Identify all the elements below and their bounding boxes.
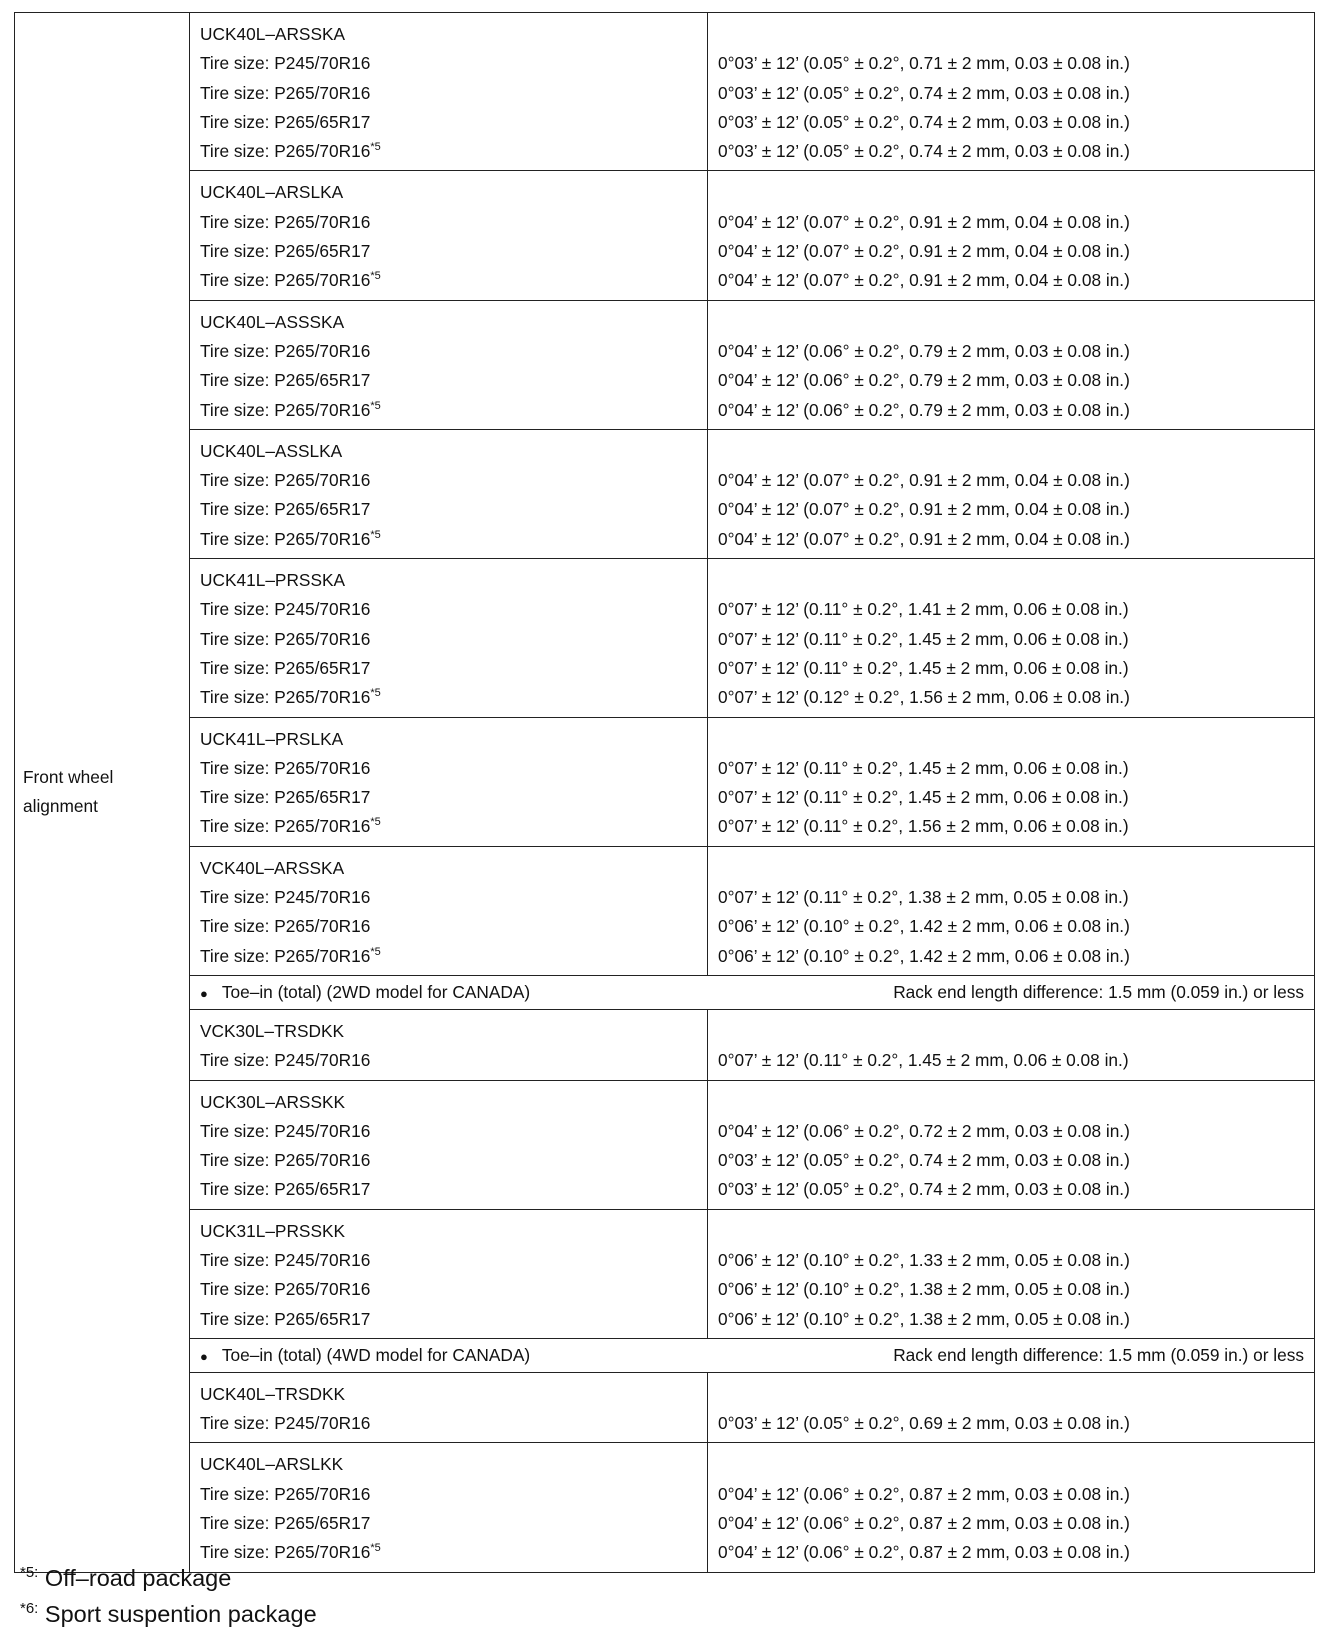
tire-size-line (200, 495, 707, 524)
model-code: UCK40L–ARSLKA (200, 182, 344, 203)
tire-size-prefix: Tire size: (200, 1249, 275, 1270)
value-spacer (718, 1217, 1314, 1246)
tire-size-line (200, 1117, 707, 1146)
value-spacer (718, 1380, 1314, 1409)
footnote-ref: *5 (370, 687, 381, 700)
tire-size-prefix: Tire size: (200, 111, 275, 132)
alignment-value: 0°04’ ± 12’ (0.06° ± 0.2°, 0.87 ± 2 mm, 0.03 ± 0.08 in.) (718, 1513, 1130, 1534)
model-cell (190, 1080, 708, 1209)
row-label-line: Front wheel (23, 767, 114, 788)
alignment-value: 0°04’ ± 12’ (0.06° ± 0.2°, 0.79 ± 2 mm, 0.03 ± 0.08 in.) (718, 340, 1130, 361)
model-row (15, 300, 1315, 429)
tire-size-prefix: Tire size: (200, 757, 275, 778)
tire-size-line (200, 266, 707, 295)
tire-size-value: P265/70R16 (274, 82, 371, 103)
tire-size-value: P265/65R17 (274, 1179, 371, 1200)
bullet-icon: ● (200, 1348, 208, 1364)
tire-size-prefix: Tire size: (200, 370, 275, 391)
footnote-6: $^{*6:}$ Sport suspention package (20, 1600, 317, 1627)
tire-size-line (200, 1246, 707, 1275)
model-row (15, 1209, 1315, 1338)
value-cell (708, 559, 1315, 717)
tire-size-prefix: Tire size: (200, 816, 275, 837)
tire-size-value: P245/70R16 (274, 599, 371, 620)
toe-in-row (15, 1338, 1315, 1372)
tire-size-line (200, 1480, 707, 1509)
tire-size-line (200, 654, 707, 683)
tire-size-value: P265/70R16 (274, 141, 371, 162)
tire-size-value: P265/70R16 (274, 211, 371, 232)
tire-size-line (200, 366, 707, 395)
alignment-value: 0°03’ ± 12’ (0.05° ± 0.2°, 0.74 ± 2 mm, 0.03 ± 0.08 in.) (718, 1179, 1130, 1200)
tire-size-value: P265/70R16 (274, 1483, 371, 1504)
tire-size-value: P245/70R16 (274, 1249, 371, 1270)
tire-size-prefix: Tire size: (200, 945, 275, 966)
toe-in-spec: Rack end length difference: 1.5 mm (0.059 in.) or less (893, 981, 1304, 1002)
tire-size-line (200, 942, 707, 971)
footnote-ref: *5 (370, 270, 381, 283)
tire-size-value: P265/70R16 (274, 470, 371, 491)
alignment-value: 0°03’ ± 12’ (0.05° ± 0.2°, 0.71 ± 2 mm, 0.03 ± 0.08 in.) (718, 53, 1130, 74)
row-label-line: alignment (23, 796, 98, 817)
alignment-value: 0°04’ ± 12’ (0.07° ± 0.2°, 0.91 ± 2 mm, 0.04 ± 0.08 in.) (718, 241, 1130, 262)
model-row (15, 717, 1315, 846)
value-cell (708, 1009, 1315, 1080)
tire-size-prefix: Tire size: (200, 528, 275, 549)
alignment-spec-table (14, 12, 1315, 1573)
model-cell (190, 13, 708, 171)
tire-size-value: P265/65R17 (274, 657, 371, 678)
tire-size-prefix: Tire size: (200, 1483, 275, 1504)
tire-size-line (200, 1146, 707, 1175)
value-spacer (718, 1017, 1314, 1046)
tire-size-prefix: Tire size: (200, 211, 275, 232)
value-spacer (718, 308, 1314, 337)
footnote-ref: *5 (370, 1542, 381, 1555)
tire-size-prefix: Tire size: (200, 1050, 275, 1071)
tire-size-line (200, 49, 707, 78)
alignment-value: 0°03’ ± 12’ (0.05° ± 0.2°, 0.69 ± 2 mm, 0.03 ± 0.08 in.) (718, 1413, 1130, 1434)
model-cell (190, 717, 708, 846)
tire-size-prefix: Tire size: (200, 657, 275, 678)
value-cell (708, 846, 1315, 975)
tire-size-line (200, 1275, 707, 1304)
tire-size-line (200, 396, 707, 425)
model-code: UCK41L–PRSLKA (200, 728, 344, 749)
alignment-value: 0°07’ ± 12’ (0.11° ± 0.2°, 1.45 ± 2 mm, 0.06 ± 0.08 in.) (718, 1050, 1129, 1071)
model-row (15, 171, 1315, 300)
tire-size-prefix: Tire size: (200, 82, 275, 103)
model-row (15, 559, 1315, 717)
alignment-value: 0°04’ ± 12’ (0.06° ± 0.2°, 0.79 ± 2 mm, 0.03 ± 0.08 in.) (718, 399, 1130, 420)
tire-size-line (200, 883, 707, 912)
value-cell (708, 300, 1315, 429)
tire-size-prefix: Tire size: (200, 916, 275, 937)
alignment-value: 0°03’ ± 12’ (0.05° ± 0.2°, 0.74 ± 2 mm, 0.03 ± 0.08 in.) (718, 111, 1130, 132)
tire-size-value: P245/70R16 (274, 1050, 371, 1071)
tire-size-line (200, 783, 707, 812)
model-code: UCK40L–TRSDKK (200, 1383, 346, 1404)
toe-in-cell (190, 1338, 1315, 1372)
footnote-ref: *5 (370, 816, 381, 829)
alignment-value: 0°07’ ± 12’ (0.11° ± 0.2°, 1.45 ± 2 mm, 0.06 ± 0.08 in.) (718, 787, 1129, 808)
value-spacer (718, 725, 1314, 754)
tire-size-value: P245/70R16 (274, 887, 371, 908)
tire-size-line (200, 754, 707, 783)
value-cell (708, 717, 1315, 846)
alignment-value: 0°06’ ± 12’ (0.10° ± 0.2°, 1.38 ± 2 mm, 0.05 ± 0.08 in.) (718, 1279, 1130, 1300)
alignment-value: 0°04’ ± 12’ (0.07° ± 0.2°, 0.91 ± 2 mm, 0.04 ± 0.08 in.) (718, 528, 1130, 549)
footnote-ref: *5 (370, 399, 381, 412)
tire-size-prefix: Tire size: (200, 1542, 275, 1563)
value-spacer (718, 20, 1314, 49)
tire-size-value: P245/70R16 (274, 1413, 371, 1434)
tire-size-line (200, 337, 707, 366)
tire-size-prefix: Tire size: (200, 687, 275, 708)
model-row (15, 1372, 1315, 1443)
tire-size-value: P265/65R17 (274, 499, 371, 520)
alignment-value: 0°03’ ± 12’ (0.05° ± 0.2°, 0.74 ± 2 mm, 0.03 ± 0.08 in.) (718, 82, 1130, 103)
tire-size-prefix: Tire size: (200, 887, 275, 908)
value-cell (708, 1080, 1315, 1209)
tire-size-prefix: Tire size: (200, 1413, 275, 1434)
tire-size-value: P265/70R16 (274, 528, 371, 549)
tire-size-value: P265/65R17 (274, 787, 371, 808)
model-row (15, 1443, 1315, 1572)
footnote-ref: *5 (370, 141, 381, 154)
model-row (15, 846, 1315, 975)
value-spacer (718, 566, 1314, 595)
value-spacer (718, 437, 1314, 466)
toe-in-label: Toe–in (total) (2WD model for CANADA) (221, 981, 531, 1002)
model-cell (190, 1372, 708, 1443)
tire-size-value: P265/70R16 (274, 628, 371, 649)
tire-size-value: P265/65R17 (274, 1308, 371, 1329)
value-cell (708, 429, 1315, 558)
model-cell (190, 171, 708, 300)
tire-size-prefix: Tire size: (200, 141, 275, 162)
tire-size-value: P265/70R16 (274, 687, 371, 708)
model-code: UCK41L–PRSSKA (200, 570, 346, 591)
tire-size-prefix: Tire size: (200, 1279, 275, 1300)
bullet-icon: ● (200, 985, 208, 1001)
alignment-value: 0°04’ ± 12’ (0.06° ± 0.2°, 0.87 ± 2 mm, 0.03 ± 0.08 in.) (718, 1483, 1130, 1504)
tire-size-prefix: Tire size: (200, 1120, 275, 1141)
model-row (15, 1009, 1315, 1080)
tire-size-prefix: Tire size: (200, 53, 275, 74)
alignment-value: 0°07’ ± 12’ (0.11° ± 0.2°, 1.45 ± 2 mm, 0.06 ± 0.08 in.) (718, 657, 1129, 678)
value-spacer (718, 178, 1314, 207)
value-cell (708, 1443, 1315, 1572)
model-row (15, 1080, 1315, 1209)
tire-size-line (200, 237, 707, 266)
toe-in-cell (190, 975, 1315, 1009)
tire-size-value: P245/70R16 (274, 53, 371, 74)
value-cell (708, 13, 1315, 171)
tire-size-line (200, 1409, 707, 1438)
tire-size-value: P265/70R16 (274, 1150, 371, 1171)
model-cell (190, 1443, 708, 1572)
alignment-value: 0°04’ ± 12’ (0.07° ± 0.2°, 0.91 ± 2 mm, 0.04 ± 0.08 in.) (718, 470, 1130, 491)
alignment-value: 0°07’ ± 12’ (0.11° ± 0.2°, 1.45 ± 2 mm, 0.06 ± 0.08 in.) (718, 628, 1129, 649)
tire-size-value: P265/70R16 (274, 1542, 371, 1563)
tire-size-value: P265/65R17 (274, 1513, 371, 1534)
tire-size-line (200, 137, 707, 166)
tire-size-value: P265/70R16 (274, 270, 371, 291)
footnote-ref: *5 (370, 528, 381, 541)
tire-size-line (200, 466, 707, 495)
tire-size-value: P265/70R16 (274, 340, 371, 361)
toe-in-spec: Rack end length difference: 1.5 mm (0.059 in.) or less (893, 1344, 1304, 1365)
tire-size-line (200, 912, 707, 941)
footnotes (20, 1560, 317, 1632)
alignment-value: 0°06’ ± 12’ (0.10° ± 0.2°, 1.42 ± 2 mm, 0.06 ± 0.08 in.) (718, 945, 1130, 966)
tire-size-value: P265/70R16 (274, 916, 371, 937)
model-code: UCK40L–ASSSKA (200, 311, 345, 332)
tire-size-prefix: Tire size: (200, 340, 275, 361)
tire-size-line (200, 108, 707, 137)
tire-size-prefix: Tire size: (200, 241, 275, 262)
model-code: UCK40L–ARSSKA (200, 24, 346, 44)
value-spacer (718, 1088, 1314, 1117)
tire-size-line (200, 1175, 707, 1204)
tire-size-prefix: Tire size: (200, 599, 275, 620)
value-spacer (718, 854, 1314, 883)
tire-size-line (200, 1509, 707, 1538)
tire-size-prefix: Tire size: (200, 470, 275, 491)
model-cell (190, 1009, 708, 1080)
model-code: UCK40L–ASSLKA (200, 440, 343, 461)
alignment-value: 0°07’ ± 12’ (0.11° ± 0.2°, 1.38 ± 2 mm, 0.05 ± 0.08 in.) (718, 887, 1129, 908)
tire-size-line (200, 812, 707, 841)
toe-in-row (15, 975, 1315, 1009)
tire-size-prefix: Tire size: (200, 1150, 275, 1171)
model-row (15, 13, 1315, 171)
tire-size-value: P265/70R16 (274, 757, 371, 778)
model-code: VCK40L–ARSSKA (200, 857, 345, 878)
model-code: UCK30L–ARSSKK (200, 1091, 346, 1112)
model-cell (190, 559, 708, 717)
model-cell (190, 429, 708, 558)
tire-size-line (200, 595, 707, 624)
tire-size-line (200, 208, 707, 237)
alignment-value: 0°04’ ± 12’ (0.06° ± 0.2°, 0.87 ± 2 mm, 0.03 ± 0.08 in.) (718, 1542, 1130, 1563)
tire-size-value: P265/65R17 (274, 370, 371, 391)
model-cell (190, 300, 708, 429)
tire-size-line (200, 625, 707, 654)
tire-size-prefix: Tire size: (200, 787, 275, 808)
tire-size-prefix: Tire size: (200, 270, 275, 291)
tire-size-line (200, 1046, 707, 1075)
model-cell (190, 846, 708, 975)
alignment-value: 0°03’ ± 12’ (0.05° ± 0.2°, 0.74 ± 2 mm, 0.03 ± 0.08 in.) (718, 141, 1130, 162)
tire-size-value: P265/65R17 (274, 111, 371, 132)
value-spacer (718, 1450, 1314, 1479)
alignment-value: 0°06’ ± 12’ (0.10° ± 0.2°, 1.38 ± 2 mm, 0.05 ± 0.08 in.) (718, 1308, 1130, 1329)
alignment-value: 0°07’ ± 12’ (0.11° ± 0.2°, 1.56 ± 2 mm, 0.06 ± 0.08 in.) (718, 816, 1129, 837)
footnote-ref: *5 (370, 945, 381, 958)
tire-size-value: P265/70R16 (274, 1279, 371, 1300)
tire-size-prefix: Tire size: (200, 1513, 275, 1534)
toe-in-label: Toe–in (total) (4WD model for CANADA) (221, 1344, 531, 1365)
alignment-value: 0°04’ ± 12’ (0.07° ± 0.2°, 0.91 ± 2 mm, 0.04 ± 0.08 in.) (718, 270, 1130, 291)
alignment-value: 0°07’ ± 12’ (0.12° ± 0.2°, 1.56 ± 2 mm, 0.06 ± 0.08 in.) (718, 687, 1130, 708)
alignment-value: 0°06’ ± 12’ (0.10° ± 0.2°, 1.33 ± 2 mm, 0.05 ± 0.08 in.) (718, 1249, 1130, 1270)
tire-size-prefix: Tire size: (200, 499, 275, 520)
tire-size-prefix: Tire size: (200, 399, 275, 420)
tire-size-value: P265/65R17 (274, 241, 371, 262)
tire-size-line (200, 683, 707, 712)
tire-size-line (200, 525, 707, 554)
tire-size-line (200, 1305, 707, 1334)
tire-size-value: P265/70R16 (274, 399, 371, 420)
model-code: UCK40L–ARSLKK (200, 1454, 344, 1475)
tire-size-value: P265/70R16 (274, 816, 371, 837)
spec-table-body (15, 13, 1315, 1573)
value-cell (708, 1209, 1315, 1338)
tire-size-prefix: Tire size: (200, 628, 275, 649)
row-label-front-wheel-alignment (15, 13, 190, 1573)
model-code: VCK30L–TRSDKK (200, 1020, 345, 1041)
tire-size-line (200, 79, 707, 108)
footnote-5: $^{*5:}$ Off–road package (20, 1564, 232, 1591)
model-cell (190, 1209, 708, 1338)
tire-size-prefix: Tire size: (200, 1308, 275, 1329)
alignment-value: 0°04’ ± 12’ (0.07° ± 0.2°, 0.91 ± 2 mm, 0.04 ± 0.08 in.) (718, 499, 1130, 520)
alignment-value: 0°04’ ± 12’ (0.06° ± 0.2°, 0.79 ± 2 mm, 0.03 ± 0.08 in.) (718, 370, 1130, 391)
alignment-value: 0°04’ ± 12’ (0.06° ± 0.2°, 0.72 ± 2 mm, 0.03 ± 0.08 in.) (718, 1120, 1130, 1141)
alignment-value: 0°07’ ± 12’ (0.11° ± 0.2°, 1.45 ± 2 mm, 0.06 ± 0.08 in.) (718, 757, 1129, 778)
tire-size-value: P245/70R16 (274, 1120, 371, 1141)
alignment-value: 0°07’ ± 12’ (0.11° ± 0.2°, 1.41 ± 2 mm, 0.06 ± 0.08 in.) (718, 599, 1129, 620)
tire-size-value: P265/70R16 (274, 945, 371, 966)
alignment-value: 0°03’ ± 12’ (0.05° ± 0.2°, 0.74 ± 2 mm, 0.03 ± 0.08 in.) (718, 1150, 1130, 1171)
value-cell (708, 1372, 1315, 1443)
alignment-value: 0°04’ ± 12’ (0.07° ± 0.2°, 0.91 ± 2 mm, 0.04 ± 0.08 in.) (718, 211, 1130, 232)
model-row (15, 429, 1315, 558)
model-code: UCK31L–PRSSKK (200, 1220, 346, 1241)
value-cell (708, 171, 1315, 300)
tire-size-prefix: Tire size: (200, 1179, 275, 1200)
alignment-value: 0°06’ ± 12’ (0.10° ± 0.2°, 1.42 ± 2 mm, 0.06 ± 0.08 in.) (718, 916, 1130, 937)
